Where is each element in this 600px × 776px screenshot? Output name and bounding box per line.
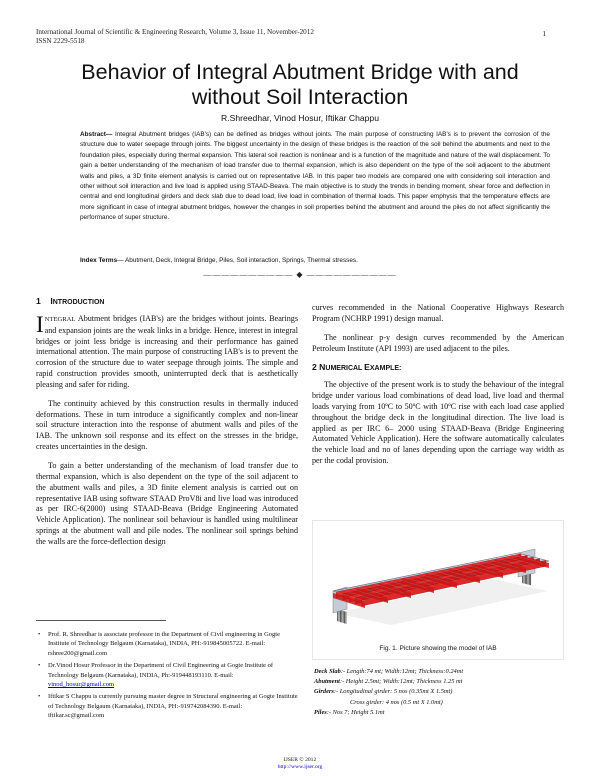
- footnote-3: • Iftikar S Chappu is currently pursuing master degree in Structural engineering at Gogte Institute of Technology Belgaum (Karnataka), INDIA, PH:-919742084390. E-mail: iftikar.sc@gmail.com: [36, 692, 298, 720]
- intro-paragraph-1: INTEGRAL Abutment bridges (IAB's) are the bridges without joints. Bearings and expansion joints are the weak links in a bridge. Hence, interest in integral bridges or joint less bridge is increasing and their performance has gained international attention. The main purpose of constructing IAB's is to prevent the corrosion of the structure due to water seepage through joints. The simple and rapid construction provides smooth, uninterrupted deck that is aesthetically pleasing and safer for riding.: [36, 311, 298, 389]
- bridge-specifications: [314, 667, 463, 718]
- journal-url[interactable]: http://www.ijser.org: [277, 763, 323, 770]
- right-column: [312, 303, 564, 475]
- footnote-rule: [36, 620, 166, 621]
- footnote-2: • Dr.Vinod Hosur Professor in the Department of Civil Engineering at Gogte Institute of Technology Belgaum (Karnataka), INDIA, Ph:-919448193110. E-mail: vinod_hosur@gmail.com: [36, 661, 298, 689]
- authors: R.Shreedhar, Vinod Hosur, Iftikar Chappu: [221, 113, 379, 123]
- intro-paragraph-2: The continuity achieved by this construction results in thermally induced deformations. These in turn introduce a significantly complex and non-linear soil structure interaction into the response of abutment walls and piles of the IAB. The unknown soil response and its effect on the stresses in the bridge, creates uncertainties in the design.: [36, 398, 298, 452]
- spec-girders: Girders:- Longitudinal girder: 5 nos (0.35mt X 1.5mt): [314, 688, 453, 696]
- drop-cap: I: [36, 311, 44, 337]
- footnotes: [36, 630, 298, 724]
- abstract-label: Abstract—: [80, 131, 113, 138]
- abstract-text: Integral Abutment bridges (IAB's) can be defined as bridges without joints. The main purpose of constructing IAB's is to prevent the corrosion of the structure due to water seepage through joints. The biggest uncertainty in the design of these bridges is the reaction of the soil behind the abutments and next to the foundation piles, especially during thermal expansion. This lateral soil reaction is nonlinear and is a function of the magnitude and nature of the wall displacement. To gain a better understanding of the mechanism of load transfer due to thermal expansion, which is also dependent on the type of the soil adjacent to the abutment walls and piles, a 3D finite element analysis is carried out on representative IAB. In this paper two models are compared one with considering soil interaction and other without soil interaction and live load is applied using STAAD-Beava. The main objective is to study the trends in bending moment, shear force and deflection in central and end longitudinal girders and deck slab due to dead load, live load in combination of thermal loads. This paper emphysis that the temperature effects are more significant in case of integral abutment bridges, however the changes in soil properties behind the abutment and around the piles do not affect significantly the performance of super structure.: [80, 131, 550, 222]
- section2-paragraph: The objective of the present work is to study the behaviour of the integral bridge under various load combinations of dead load, live load and thermal loads varying from 10ºC to 50ºC with 10ºC rise with each load case applied throughout the bridge deck in the longitudinal direction. The live load is applied as per IRC 6– 2000 using STAAD-Beava (Bridge Engineering Automated Vehicle Application). Here the software automatically calculates the vehicle load and no of lanes depending upon the carriage way width as per the codal provision.: [312, 380, 564, 466]
- section-divider: —————————— ◆ ——————————: [203, 270, 397, 279]
- footnote-1: • Prof. R. Shreedhar is associate professor in the Department of Civil engineering in Gogte Institute of Technology Belgaum (Karnataka), INDIA, PH:-919845005722. E-mail: rshree200@gmail.com: [36, 630, 298, 658]
- spec-abutment: Abutment:- Height 2.5mt; Width:12mt; Thickness 1.25 mt: [314, 678, 463, 686]
- section-heading-introduction: 1 INTRODUCTION: [36, 296, 105, 306]
- issn: ISSN 2229-5518: [36, 37, 85, 45]
- spec-deck-slab: Deck Slab:- Length:74 mt; Width:12mt; Thickness:0.24mt: [314, 668, 464, 675]
- email-link[interactable]: vinod_hosur@gmail.com: [48, 681, 115, 689]
- copyright: IJSER © 2012: [283, 757, 317, 763]
- running-header: [36, 28, 314, 46]
- paper-title: Behavior of Integral Abutment Bridge with and without Soil Interaction: [81, 60, 519, 109]
- figure-caption: Fig. 1. Picture showing the model of IAB: [379, 645, 497, 652]
- right-paragraph-2: The nonlinear p-y design curves recommended by the American Petroleum Institute (API 1993) are used adjacent to the piles.: [312, 332, 564, 353]
- section-heading-numerical-example: 2 NUMERICAL EXAMPLE:: [312, 362, 402, 373]
- bridge-model-image: [313, 521, 565, 641]
- journal-name: International Journal of Scientific & Engineering Research, Volume 3, Issue 11, November-2012: [36, 28, 314, 36]
- page-number: 1: [542, 30, 546, 38]
- index-terms-label: Index Terms: [80, 257, 118, 264]
- index-terms: Index Terms— Abutment, Deck, Integral Bridge, Piles, Soil interaction, Springs, Thermal stresses.: [80, 257, 358, 264]
- spec-cross-girder: Cross girder: 4 nos (0.5 mt X 1.0mt): [350, 698, 443, 706]
- left-column: [36, 296, 298, 556]
- spec-piles: Piles:- Nos 7; Height 5.1mt: [314, 708, 385, 716]
- abstract: [80, 130, 550, 224]
- bridge-model-figure: [312, 520, 564, 660]
- page-footer: [0, 757, 600, 771]
- intro-paragraph-3: To gain a better understanding of the mechanism of load transfer due to thermal expansion, which is also dependent on the type of the soil adjacent to the abutment walls and piles, a 3D finite element analysis is carried out on representative IAB using software STAAD ProV8i and live load was introduced as per IRC-6(2000) using STAAD-Beava (Bridge Engineering Automated Vehicle Application). The nonlinear soil behaviour is handled using multilinear springs at the abutment wall and pile nodes. The nonlinear soil springs behind the walls are the force-deflection design: [36, 460, 298, 546]
- right-paragraph-1: curves recommended in the National Cooperative Highways Research Program (NCHRP 1991) design manual.: [312, 303, 564, 323]
